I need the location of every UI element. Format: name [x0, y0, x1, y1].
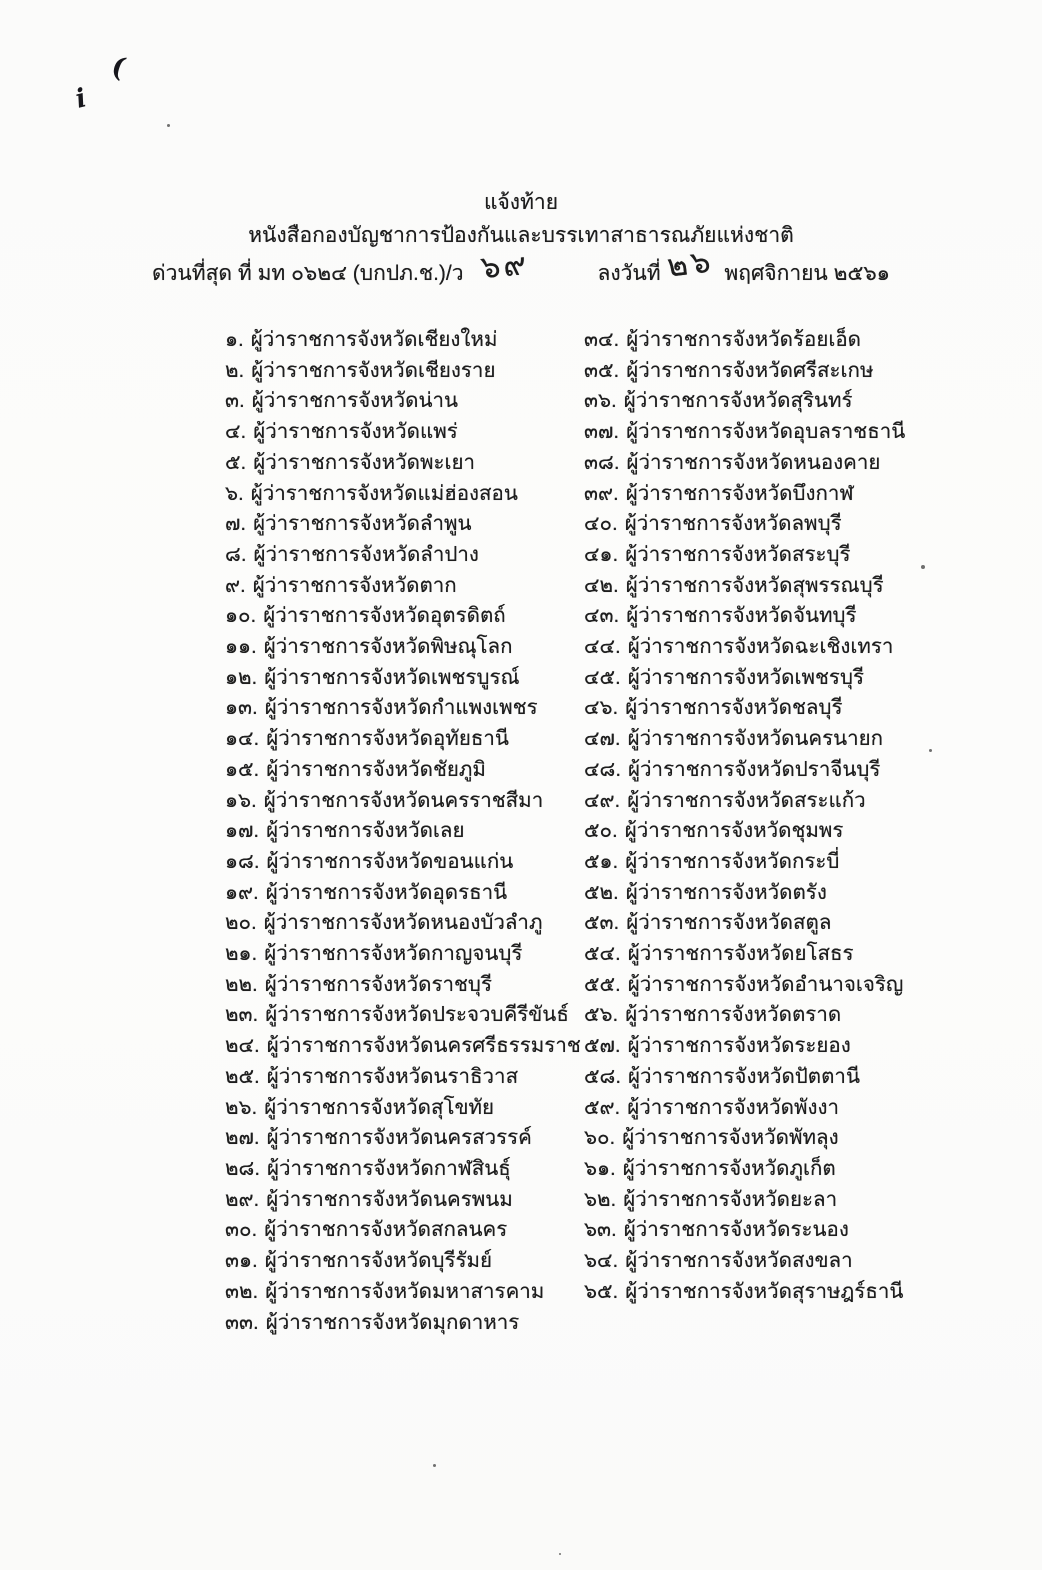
- list-item: [584, 417, 905, 448]
- item-text: ผู้ว่าราชการจังหวัดแพร่: [253, 420, 458, 444]
- list-item: [225, 1185, 581, 1216]
- item-number: ๖๐.: [584, 1126, 616, 1150]
- item-number: ๕๑.: [584, 849, 619, 873]
- list-item: [584, 663, 905, 694]
- item-number: ๒๔.: [225, 1034, 260, 1058]
- item-text: ผู้ว่าราชการจังหวัดอำนาจเจริญ: [627, 972, 904, 996]
- handwritten-doc-number: ๖๙: [479, 245, 531, 287]
- list-item: [225, 356, 581, 387]
- item-number: ๔๕.: [584, 665, 621, 689]
- list-item: [584, 786, 905, 817]
- list-item: [225, 1246, 581, 1277]
- province-list-left-column: [225, 325, 581, 1338]
- item-text: ผู้ว่าราชการจังหวัดบึงกาฬ: [625, 481, 854, 505]
- item-text: ผู้ว่าราชการจังหวัดมหาสารคาม: [265, 1279, 545, 1303]
- list-item: [584, 847, 905, 878]
- item-number: ๓๘.: [584, 450, 620, 474]
- item-number: ๔๓.: [584, 604, 620, 628]
- item-number: ๕๐.: [584, 819, 618, 843]
- list-item: [225, 693, 581, 724]
- list-item: [584, 939, 905, 970]
- list-item: [584, 908, 905, 939]
- list-item: [584, 448, 905, 479]
- list-item: [225, 1093, 581, 1124]
- item-number: ๒๙.: [225, 1187, 260, 1211]
- item-text: ผู้ว่าราชการจังหวัดเชียงราย: [251, 358, 496, 382]
- list-item: [584, 1154, 905, 1185]
- item-number: ๕๗.: [584, 1034, 621, 1058]
- item-number: ๓๖.: [584, 389, 617, 413]
- list-item: [225, 724, 581, 755]
- item-number: ๑๘.: [225, 849, 260, 873]
- item-text: ผู้ว่าราชการจังหวัดปัตตานี: [628, 1064, 860, 1088]
- item-text: ผู้ว่าราชการจังหวัดราชบุรี: [264, 972, 492, 996]
- document-title: แจ้งท้าย: [483, 191, 559, 214]
- list-item: [225, 1308, 581, 1339]
- item-text: ผู้ว่าราชการจังหวัดจันทบุรี: [626, 604, 857, 628]
- list-item: [225, 847, 581, 878]
- item-text: ผู้ว่าราชการจังหวัดสงขลา: [625, 1249, 853, 1273]
- item-number: ๔๘.: [584, 757, 622, 781]
- item-number: ๖๕.: [584, 1279, 619, 1303]
- list-item: [225, 386, 581, 417]
- item-number: ๒.: [225, 358, 245, 382]
- item-number: ๕๔.: [584, 942, 621, 966]
- item-number: ๓๔.: [584, 328, 620, 351]
- item-number: ๒๕.: [225, 1064, 260, 1088]
- item-number: ๓.: [225, 389, 245, 413]
- list-item: [584, 1062, 905, 1093]
- item-text: ผู้ว่าราชการจังหวัดพะเยา: [253, 450, 476, 474]
- list-item: [584, 693, 905, 724]
- handwritten-day-number: ๒๖: [665, 243, 716, 285]
- list-item: [225, 509, 581, 540]
- item-text: ผู้ว่าราชการจังหวัดยะลา: [623, 1187, 838, 1211]
- item-number: ๙.: [225, 573, 246, 597]
- item-number: ๖๔.: [584, 1249, 619, 1273]
- item-number: ๖๒.: [584, 1187, 617, 1211]
- list-item: [584, 1123, 905, 1154]
- list-item: [225, 878, 581, 909]
- item-text: ผู้ว่าราชการจังหวัดแม่ฮ่องสอน: [250, 481, 518, 505]
- item-text: ผู้ว่าราชการจังหวัดบุรีรัมย์: [264, 1249, 493, 1273]
- list-item: [584, 878, 905, 909]
- item-text: ผู้ว่าราชการจังหวัดเลย: [266, 819, 465, 843]
- list-item: [584, 386, 905, 417]
- item-number: ๖๑.: [584, 1156, 616, 1180]
- list-item: [225, 632, 581, 663]
- scan-speck: [559, 1553, 561, 1555]
- item-number: ๓๓.: [225, 1310, 259, 1334]
- scan-speck: [929, 749, 932, 752]
- list-item: [584, 1277, 905, 1308]
- list-item: [584, 1031, 905, 1062]
- item-text: ผู้ว่าราชการจังหวัดร้อยเอ็ด: [626, 328, 861, 351]
- item-text: ผู้ว่าราชการจังหวัดลำพูน: [253, 512, 472, 536]
- item-text: ผู้ว่าราชการจังหวัดภูเก็ต: [622, 1156, 836, 1180]
- item-text: ผู้ว่าราชการจังหวัดขอนแก่น: [266, 849, 514, 873]
- document-header: [0, 186, 1042, 290]
- list-item: [225, 816, 581, 847]
- item-number: ๔.: [225, 420, 247, 444]
- list-item: [225, 786, 581, 817]
- item-text: ผู้ว่าราชการจังหวัดหนองคาย: [626, 450, 881, 474]
- item-number: ๒๐.: [225, 911, 257, 935]
- item-text: ผู้ว่าราชการจังหวัดอุดรธานี: [265, 880, 508, 904]
- item-text: ผู้ว่าราชการจังหวัดสุรินทร์: [623, 389, 853, 413]
- item-number: ๕๙.: [584, 1095, 621, 1119]
- item-text: ผู้ว่าราชการจังหวัดนครสวรรค์: [266, 1126, 532, 1150]
- item-text: ผู้ว่าราชการจังหวัดเพชรบุรี: [627, 665, 864, 689]
- list-item: [584, 509, 905, 540]
- item-text: ผู้ว่าราชการจังหวัดระยอง: [627, 1034, 851, 1058]
- item-text: ผู้ว่าราชการจังหวัดประจวบคีรีขันธ์: [265, 1003, 569, 1027]
- item-number: ๓๙.: [584, 481, 619, 505]
- list-item: [584, 724, 905, 755]
- item-text: ผู้ว่าราชการจังหวัดอุตรดิตถ์: [263, 604, 506, 628]
- list-item: [584, 479, 905, 510]
- list-item: [225, 663, 581, 694]
- list-item: [584, 632, 905, 663]
- reference-line: [0, 243, 1042, 290]
- item-text: ผู้ว่าราชการจังหวัดสระบุรี: [625, 542, 851, 566]
- item-text: ผู้ว่าราชการจังหวัดสตูล: [626, 911, 832, 935]
- list-item: [584, 1185, 905, 1216]
- item-number: ๓๐.: [225, 1218, 258, 1242]
- province-list-right-column: [584, 325, 905, 1308]
- item-text: ผู้ว่าราชการจังหวัดชลบุรี: [625, 696, 843, 720]
- list-item: [225, 939, 581, 970]
- reference-date-suffix: พฤศจิกายน ๒๕๖๑: [724, 262, 891, 285]
- item-number: ๔๒.: [584, 573, 619, 597]
- list-item: [225, 1123, 581, 1154]
- item-number: ๖.: [225, 481, 244, 505]
- list-item: [225, 970, 581, 1001]
- item-text: ผู้ว่าราชการจังหวัดนครราชสีมา: [263, 788, 544, 812]
- list-item: [225, 417, 581, 448]
- list-item: [225, 908, 581, 939]
- list-item: [225, 571, 581, 602]
- item-number: ๓๑.: [225, 1249, 258, 1273]
- list-item: [584, 1000, 905, 1031]
- item-number: ๗.: [225, 512, 247, 536]
- item-number: ๓๗.: [584, 420, 620, 444]
- list-item: [225, 540, 581, 571]
- item-text: ผู้ว่าราชการจังหวัดลพบุรี: [624, 512, 842, 536]
- item-number: ๕๓.: [584, 911, 620, 935]
- list-item: [584, 356, 905, 387]
- item-text: ผู้ว่าราชการจังหวัดตรัง: [625, 880, 827, 904]
- scan-speck: [921, 565, 925, 569]
- list-item: [225, 448, 581, 479]
- list-item: [225, 1000, 581, 1031]
- list-item: [584, 755, 905, 786]
- list-item: [225, 1154, 581, 1185]
- item-text: ผู้ว่าราชการจังหวัดสระแก้ว: [627, 788, 866, 812]
- item-number: ๕.: [225, 450, 247, 474]
- list-item: [584, 571, 905, 602]
- item-number: ๑๑.: [225, 635, 257, 659]
- item-text: ผู้ว่าราชการจังหวัดมุกดาหาร: [265, 1310, 520, 1334]
- item-number: ๕๕.: [584, 972, 621, 996]
- list-item: [225, 479, 581, 510]
- item-text: ผู้ว่าราชการจังหวัดนครศรีธรรมราช: [266, 1034, 581, 1058]
- item-text: ผู้ว่าราชการจังหวัดกำแพงเพชร: [264, 696, 538, 720]
- item-number: ๑๙.: [225, 880, 259, 904]
- item-number: ๓๒.: [225, 1279, 259, 1303]
- pen-mark-tick: i: [72, 83, 90, 115]
- item-text: ผู้ว่าราชการจังหวัดปราจีนบุรี: [628, 757, 881, 781]
- item-number: ๘.: [225, 542, 247, 566]
- list-item: [584, 970, 905, 1001]
- item-number: ๕๒.: [584, 880, 619, 904]
- item-text: ผู้ว่าราชการจังหวัดชุมพร: [624, 819, 844, 843]
- item-number: ๔๙.: [584, 788, 621, 812]
- item-number: ๑.: [225, 328, 244, 351]
- reference-date-label: ลงวันที่: [597, 262, 661, 285]
- list-item: [225, 1215, 581, 1246]
- scan-speck: [167, 124, 170, 127]
- list-item: [225, 755, 581, 786]
- item-number: ๑๓.: [225, 696, 258, 720]
- item-text: ผู้ว่าราชการจังหวัดพัทลุง: [622, 1126, 839, 1150]
- item-text: ผู้ว่าราชการจังหวัดเชียงใหม่: [250, 328, 498, 351]
- item-number: ๖๓.: [584, 1218, 617, 1242]
- list-item: [225, 325, 581, 356]
- item-text: ผู้ว่าราชการจังหวัดตาก: [252, 573, 457, 597]
- item-text: ผู้ว่าราชการจังหวัดสกลนคร: [264, 1218, 508, 1242]
- item-text: ผู้ว่าราชการจังหวัดนครพนม: [266, 1187, 513, 1211]
- item-text: ผู้ว่าราชการจังหวัดสุโขทัย: [264, 1095, 495, 1119]
- scan-speck: [433, 1464, 436, 1467]
- item-text: ผู้ว่าราชการจังหวัดสุพรรณบุรี: [625, 573, 884, 597]
- item-text: ผู้ว่าราชการจังหวัดศรีสะเกษ: [626, 358, 874, 382]
- item-number: ๒๒.: [225, 972, 258, 996]
- item-number: ๕๘.: [584, 1064, 622, 1088]
- item-number: ๑๒.: [225, 665, 258, 689]
- list-item: [584, 325, 905, 356]
- item-number: ๑๔.: [225, 727, 260, 751]
- item-text: ผู้ว่าราชการจังหวัดอุทัยธานี: [266, 727, 509, 751]
- item-number: ๑๕.: [225, 757, 260, 781]
- item-text: ผู้ว่าราชการจังหวัดกระบี่: [625, 849, 840, 873]
- item-number: ๒๘.: [225, 1156, 261, 1180]
- item-number: ๔๑.: [584, 542, 619, 566]
- item-text: ผู้ว่าราชการจังหวัดยโสธร: [627, 942, 854, 966]
- item-text: ผู้ว่าราชการจังหวัดระนอง: [623, 1218, 849, 1242]
- list-item: [584, 1246, 905, 1277]
- item-text: ผู้ว่าราชการจังหวัดน่าน: [251, 389, 459, 413]
- item-number: ๔๐.: [584, 512, 618, 536]
- list-item: [225, 601, 581, 632]
- item-number: ๔๔.: [584, 635, 621, 659]
- item-text: ผู้ว่าราชการจังหวัดนครนายก: [627, 727, 884, 751]
- item-text: ผู้ว่าราชการจังหวัดลำปาง: [253, 542, 479, 566]
- reference-prefix: ด่วนที่สุด ที่ มท ๐๖๒๔ (บกปภ.ช.)/ว: [151, 262, 464, 285]
- list-item: [584, 816, 905, 847]
- item-number: ๒๓.: [225, 1003, 259, 1027]
- list-item: [225, 1277, 581, 1308]
- list-item: [225, 1062, 581, 1093]
- document-subtitle: หนังสือกองบัญชาการป้องกันและบรรเทาสาธารณภัยแห่งชาติ: [248, 224, 794, 247]
- item-text: ผู้ว่าราชการจังหวัดอุบลราชธานี: [626, 420, 906, 444]
- item-number: ๒๖.: [225, 1095, 258, 1119]
- item-text: ผู้ว่าราชการจังหวัดกาฬสินธุ์: [267, 1156, 511, 1180]
- item-text: ผู้ว่าราชการจังหวัดฉะเชิงเทรา: [627, 635, 894, 659]
- item-text: ผู้ว่าราชการจังหวัดตราด: [625, 1003, 842, 1027]
- pen-mark-paren: (: [107, 50, 130, 85]
- item-text: ผู้ว่าราชการจังหวัดพิษณุโลก: [263, 635, 513, 659]
- list-item: [584, 601, 905, 632]
- item-text: ผู้ว่าราชการจังหวัดพังงา: [627, 1095, 840, 1119]
- item-text: ผู้ว่าราชการจังหวัดชัยภูมิ: [266, 757, 486, 781]
- item-number: ๕๖.: [584, 1003, 619, 1027]
- item-number: ๒๑.: [225, 942, 258, 966]
- item-number: ๑๗.: [225, 819, 260, 843]
- item-number: ๑๖.: [225, 788, 257, 812]
- item-number: ๔๖.: [584, 696, 619, 720]
- item-number: ๔๗.: [584, 727, 621, 751]
- item-number: ๒๗.: [225, 1126, 260, 1150]
- item-text: ผู้ว่าราชการจังหวัดนราธิวาส: [266, 1064, 519, 1088]
- item-number: ๓๕.: [584, 358, 620, 382]
- item-text: ผู้ว่าราชการจังหวัดสุราษฎร์ธานี: [625, 1279, 904, 1303]
- item-text: ผู้ว่าราชการจังหวัดหนองบัวลำภู: [263, 911, 543, 935]
- list-item: [584, 540, 905, 571]
- item-text: ผู้ว่าราชการจังหวัดกาญจนบุรี: [264, 942, 523, 966]
- list-item: [584, 1215, 905, 1246]
- item-text: ผู้ว่าราชการจังหวัดเพชรบูรณ์: [264, 665, 520, 689]
- list-item: [584, 1093, 905, 1124]
- item-number: ๑๐.: [225, 604, 257, 628]
- list-item: [225, 1031, 581, 1062]
